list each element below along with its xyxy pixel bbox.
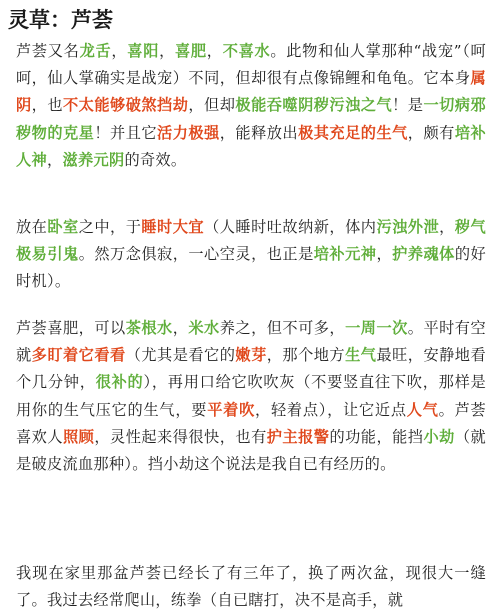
paragraph-3	[16, 315, 486, 478]
body-text: 我现在家里那盆芦荟已经长了有三年了，换了两次盆，现很大一缝了。我过去经常爬山，练拳（自已瞎打，决不是高手，就	[16, 564, 486, 610]
highlight-text: 不喜水	[222, 42, 271, 60]
body-text: 。然万念俱寂，一心空灵，也正是	[78, 245, 314, 264]
highlight-text: 米水	[188, 319, 220, 337]
highlight-text: 龙舌	[79, 42, 112, 60]
body-text: ，	[46, 150, 63, 169]
body-text: ，	[111, 42, 128, 60]
body-text: 。此物和仙人掌那种“战宠”（呵呵，仙人掌确实是战宠）不同，但却很有点像锦鲤和龟龟。它本身	[16, 42, 486, 88]
highlight-text: 生气	[345, 346, 377, 365]
highlight-text: 喜阳	[127, 42, 160, 60]
highlight-text: 嫩芽	[235, 346, 267, 365]
body-text: ，但却	[188, 96, 236, 115]
body-text: 放在	[16, 218, 48, 236]
body-text: 。平时有空就	[16, 319, 486, 365]
highlight-text: 照顾	[63, 427, 95, 446]
body-text: ，	[439, 218, 455, 236]
body-text: ，	[206, 42, 223, 60]
highlight-text: 一切病邪秽物的克星	[16, 96, 486, 142]
highlight-text: 人气	[406, 400, 439, 419]
highlight-text: 秽气极易引鬼	[16, 218, 486, 264]
highlight-text: 培补人神	[16, 123, 486, 169]
highlight-text: 多盯着它看看	[31, 346, 126, 365]
body-text: 养之，但不可多，	[219, 319, 346, 337]
body-text: ），再用口给它吹吹灰（不要竖直往下吹，那样是用你的生气压它的生气，要	[16, 373, 487, 419]
highlight-text: 茶根水	[125, 319, 173, 337]
body-text: （尤其是看它的	[125, 346, 236, 365]
paragraph-4	[16, 560, 486, 614]
highlight-text: 很补的	[95, 373, 144, 392]
body-text: 芦荟又名	[16, 42, 80, 60]
body-text: 最旺，安静地看个几分钟，	[16, 346, 486, 392]
body-text: ，	[172, 319, 189, 337]
body-text: ，颇有	[407, 123, 455, 142]
body-text: ，灵性起来得很快，也有	[94, 427, 267, 446]
body-text: （就是破皮流血那种）。挡小劫这个说法是我自已有经历的。	[16, 427, 486, 474]
highlight-text: 小劫	[423, 427, 455, 446]
body-text: 的好时机）。	[16, 245, 486, 291]
page-title: 灵草：芦荟	[8, 8, 113, 32]
body-text: ，也	[31, 96, 64, 115]
body-text: 。芦荟喜欢人	[16, 400, 486, 446]
highlight-text: 属阴	[16, 69, 486, 115]
highlight-text: 活力极强	[157, 123, 220, 142]
body-text: ，那个地方	[266, 346, 346, 365]
body-text: ！是	[392, 96, 424, 115]
body-text: 的奇效。	[124, 150, 187, 169]
highlight-text: 护养魂体	[392, 245, 455, 264]
body-text: ！并且它	[94, 123, 158, 142]
highlight-text: 睡时大宜	[141, 218, 205, 236]
body-text: 芦荟喜肥，可以	[16, 319, 126, 337]
highlight-text: 不太能够破煞挡劫	[63, 96, 189, 115]
highlight-text: 护主报警	[266, 427, 330, 446]
body-text: （人睡时吐故纳新，体内	[204, 218, 377, 236]
body-text: ，轻着点），让它近点	[255, 400, 407, 419]
highlight-text: 一周一次	[345, 319, 408, 337]
paragraph-2	[16, 214, 486, 296]
highlight-text: 喜肥	[175, 42, 207, 60]
body-text: 之中，于	[78, 218, 142, 236]
highlight-text: 滋养元阴	[62, 150, 125, 169]
highlight-text: 污浊外泄	[376, 218, 440, 236]
paragraph-1	[16, 38, 486, 174]
body-text: 的功能，能挡	[329, 427, 424, 446]
body-text: ，	[376, 245, 393, 264]
highlight-text: 培补元神	[313, 245, 377, 264]
highlight-text: 极能吞噬阴秽污浊之气	[235, 96, 393, 115]
highlight-text: 平着吹	[207, 400, 256, 419]
body-text: ，能释放出	[219, 123, 299, 142]
body-text: ，	[159, 42, 175, 60]
highlight-text: 极其充足的生气	[298, 123, 408, 142]
highlight-text: 卧室	[47, 218, 79, 236]
